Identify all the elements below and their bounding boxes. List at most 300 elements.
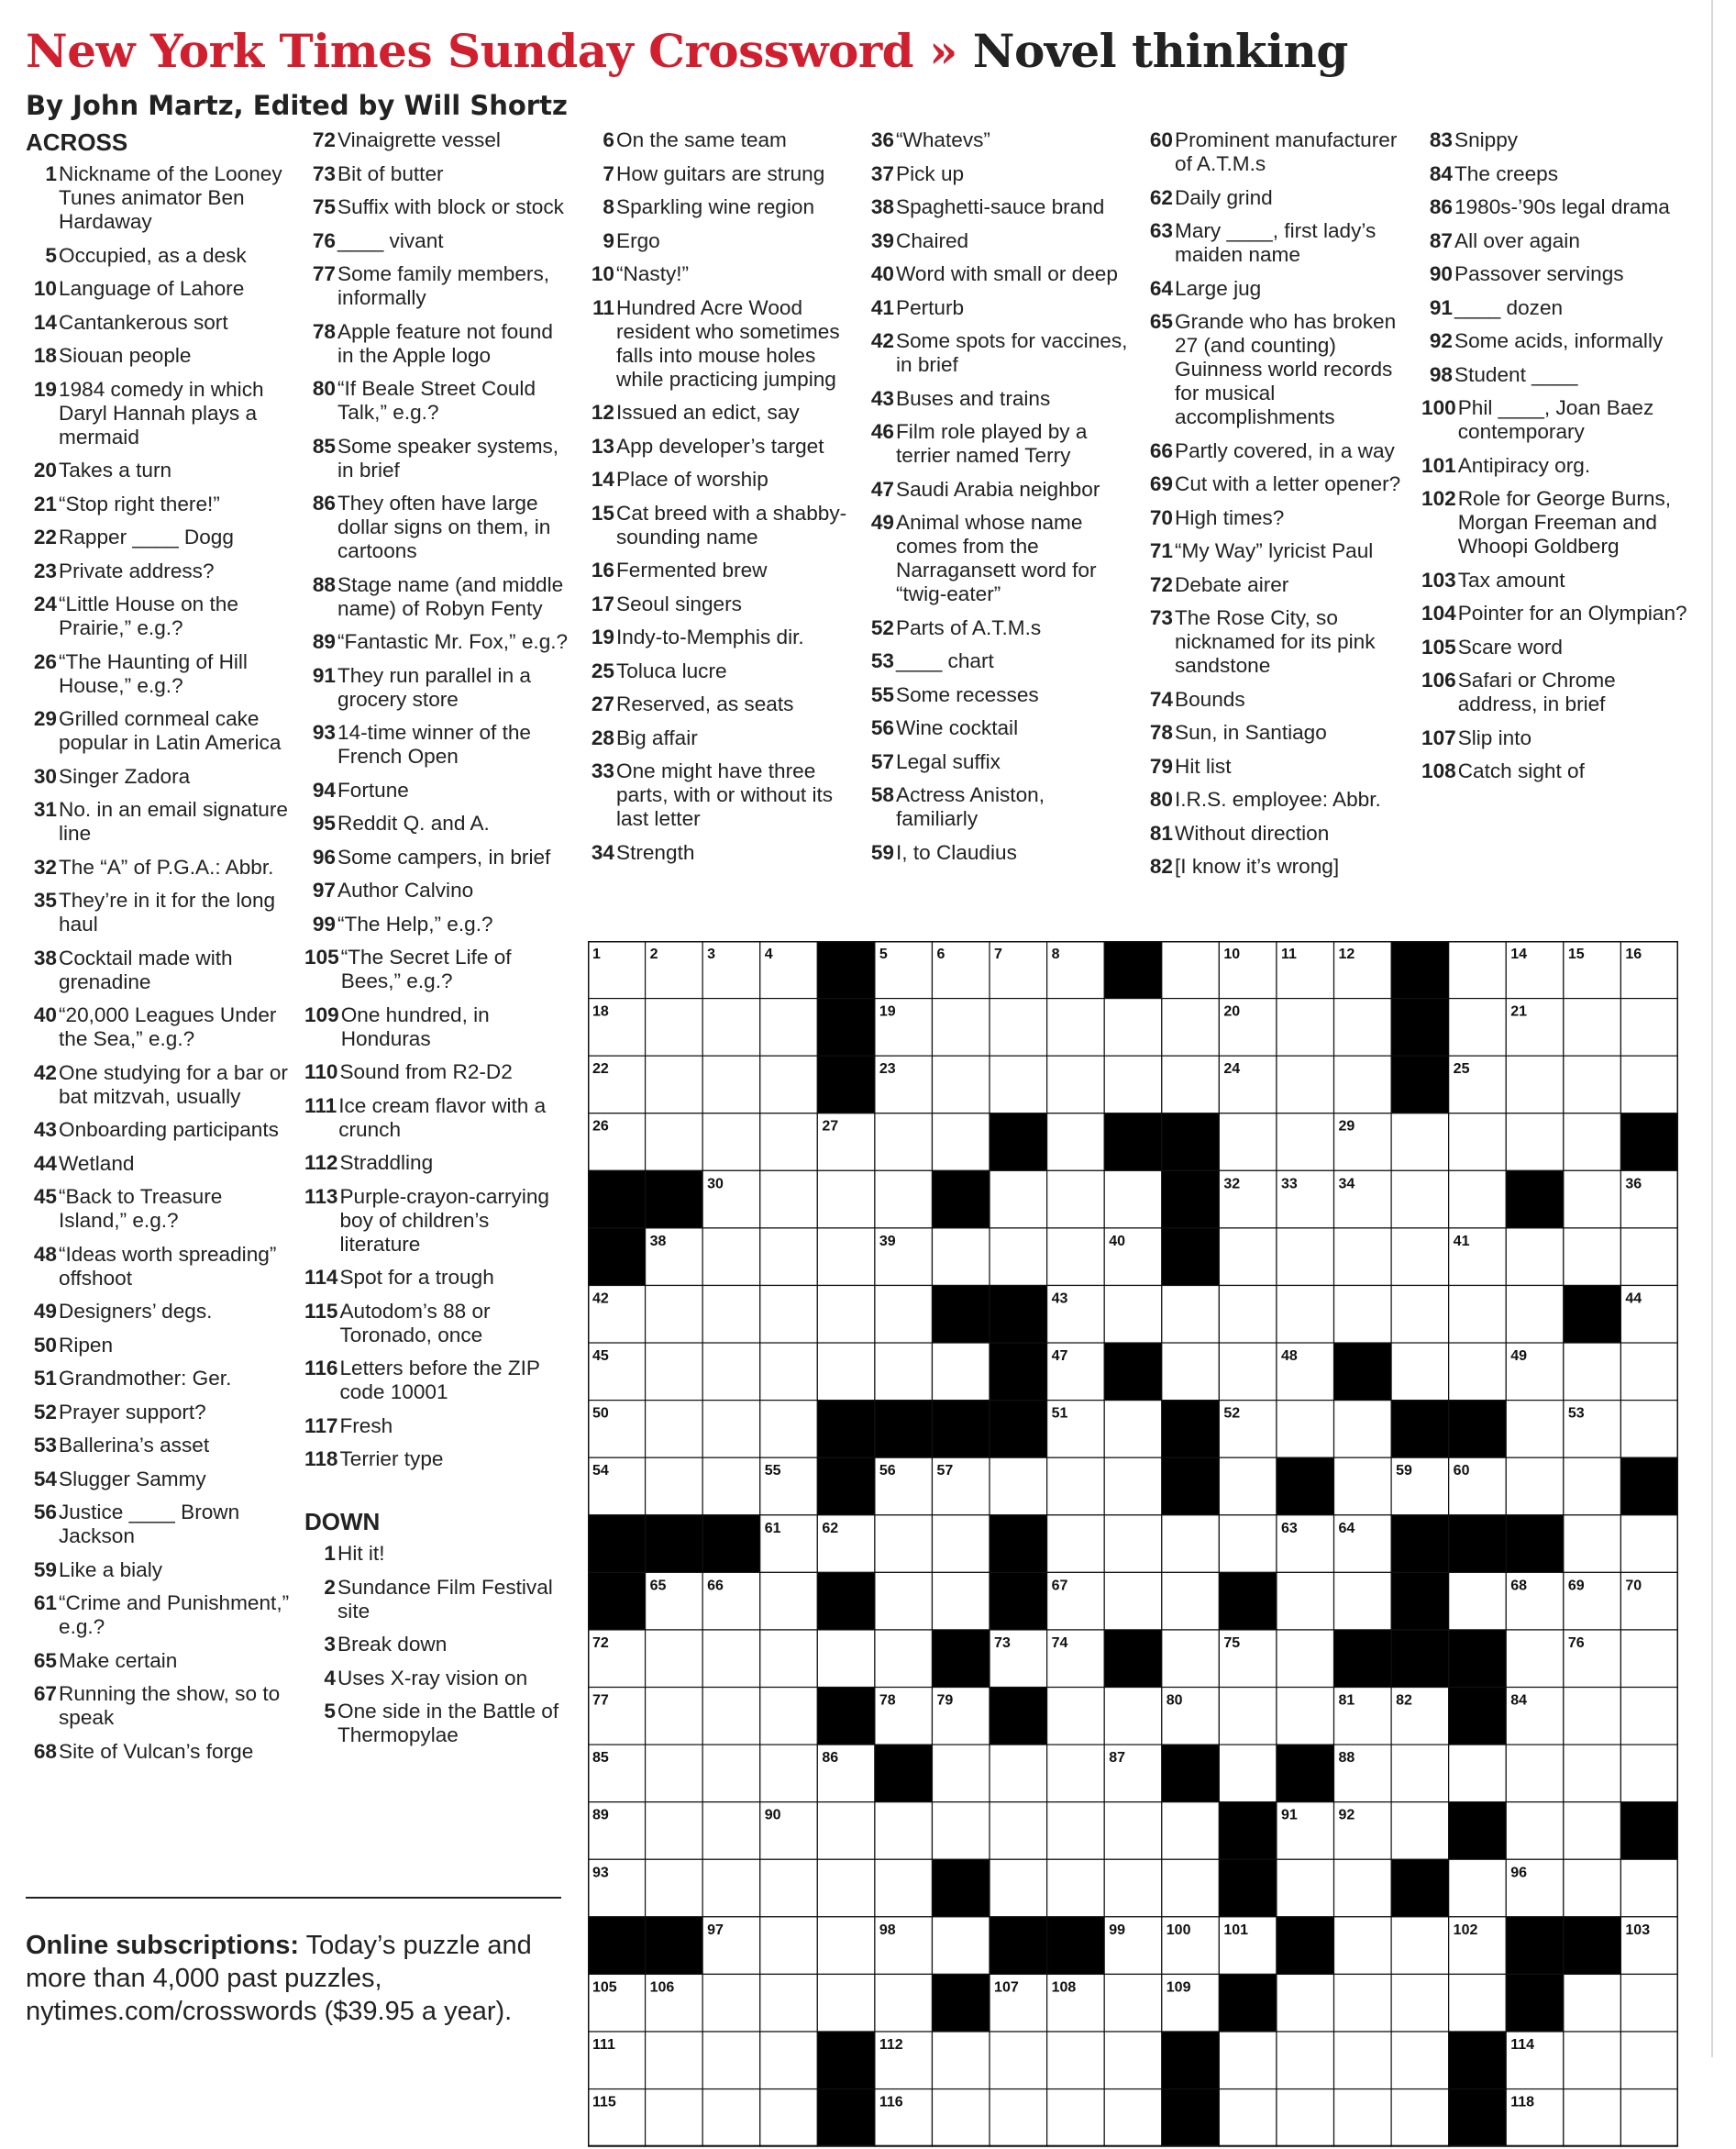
grid-cell[interactable] — [990, 1457, 1047, 1515]
grid-cell[interactable] — [1564, 1228, 1621, 1286]
grid-block — [932, 1630, 990, 1688]
grid-cell[interactable] — [646, 999, 703, 1057]
down-clue-39 — [863, 229, 1129, 253]
grid-cell-number: 38 — [649, 1233, 667, 1249]
grid-cell[interactable] — [875, 1515, 933, 1573]
grid-cell[interactable] — [1620, 2032, 1678, 2089]
grid-cell[interactable] — [1277, 1113, 1334, 1171]
grid-cell[interactable] — [646, 1457, 703, 1515]
grid-cell[interactable] — [1506, 1802, 1564, 1860]
grid-cell[interactable] — [646, 1113, 703, 1171]
grid-cell[interactable] — [1047, 1056, 1105, 1113]
grid-cell[interactable] — [875, 1170, 933, 1228]
grid-cell[interactable] — [1564, 1859, 1621, 1917]
grid-cell[interactable] — [1277, 1859, 1334, 1917]
grid-cell[interactable] — [1564, 1515, 1621, 1573]
grid-block — [1219, 1859, 1277, 1917]
grid-cell[interactable] — [817, 1285, 875, 1343]
grid-cell[interactable] — [1620, 1688, 1678, 1745]
grid-cell[interactable] — [1334, 1228, 1392, 1286]
grid-cell[interactable] — [702, 1228, 760, 1286]
grid-cell[interactable] — [1104, 1802, 1162, 1860]
clue-number: 93 — [312, 721, 336, 744]
grid-cell[interactable] — [1506, 1745, 1564, 1802]
grid-cell[interactable] — [932, 1343, 990, 1401]
grid-cell[interactable] — [1219, 1515, 1277, 1573]
grid-cell[interactable] — [1391, 1802, 1449, 1860]
grid-cell[interactable] — [1162, 1515, 1220, 1573]
grid-cell[interactable] — [817, 1859, 875, 1917]
grid-cell[interactable] — [1334, 999, 1392, 1057]
grid-cell[interactable] — [760, 1974, 818, 2032]
across-clue-61 — [26, 1591, 292, 1639]
grid-cell[interactable] — [1506, 1056, 1564, 1113]
grid-cell-number: 100 — [1166, 1922, 1191, 1938]
grid-cell[interactable] — [1047, 1745, 1105, 1802]
grid-cell[interactable] — [1564, 2032, 1621, 2089]
grid-cell[interactable] — [1219, 1343, 1277, 1401]
grid-cell[interactable] — [1219, 1745, 1277, 1802]
grid-cell[interactable] — [1047, 1170, 1105, 1228]
grid-cell-number: 23 — [879, 1061, 896, 1078]
grid-cell[interactable] — [646, 1343, 703, 1401]
grid-cell[interactable] — [1449, 1285, 1507, 1343]
grid-cell[interactable] — [760, 1859, 818, 1917]
grid-block — [1334, 1630, 1392, 1688]
grid-cell-number: 40 — [1109, 1233, 1126, 1249]
grid-cell[interactable] — [990, 1056, 1047, 1113]
clue-text: Ice cream flavor with a crunch — [338, 1093, 547, 1141]
grid-cell[interactable] — [1564, 1688, 1621, 1745]
grid-cell[interactable] — [760, 1113, 818, 1171]
grid-cell[interactable] — [817, 1630, 875, 1688]
grid-cell[interactable] — [1219, 1457, 1277, 1515]
grid-cell[interactable] — [1391, 1917, 1449, 1975]
grid-cell[interactable] — [990, 2089, 1047, 2147]
grid-cell[interactable] — [932, 1917, 990, 1975]
grid-cell[interactable] — [1564, 1745, 1621, 1802]
grid-cell[interactable] — [875, 1572, 933, 1630]
grid-cell[interactable] — [1104, 999, 1162, 1057]
grid-cell[interactable] — [1620, 999, 1678, 1057]
clue-text: How guitars are strung — [616, 161, 825, 185]
grid-cell[interactable] — [646, 2089, 703, 2147]
grid-cell[interactable] — [760, 1285, 818, 1343]
grid-cell[interactable] — [1449, 1170, 1507, 1228]
grid-cell[interactable] — [1104, 1170, 1162, 1228]
clue-number: 5 — [324, 1700, 336, 1723]
grid-cell[interactable] — [875, 1113, 933, 1171]
grid-cell[interactable] — [932, 2032, 990, 2089]
grid-cell[interactable] — [1219, 1228, 1277, 1286]
grid-cell[interactable] — [1334, 1917, 1392, 1975]
grid-cell[interactable] — [702, 1285, 760, 1343]
grid-cell[interactable] — [1047, 1457, 1105, 1515]
grid-cell[interactable] — [875, 1343, 933, 1401]
grid-block — [1104, 1630, 1162, 1688]
across-clue-43 — [26, 1118, 292, 1142]
grid-cell[interactable] — [1047, 1113, 1105, 1171]
grid-cell[interactable] — [1162, 1859, 1220, 1917]
grid-cell[interactable] — [817, 1802, 875, 1860]
grid-cell[interactable] — [702, 1113, 760, 1171]
grid-cell-number: 60 — [1453, 1463, 1470, 1479]
grid-cell[interactable] — [1047, 1228, 1105, 1286]
clue-number: 4 — [324, 1666, 336, 1689]
clue-text: One studying for a bar or bat mitzvah, usually — [59, 1060, 288, 1108]
grid-cell[interactable] — [1391, 2089, 1449, 2147]
grid-cell-number: 14 — [1510, 947, 1528, 962]
grid-cell[interactable] — [760, 1917, 818, 1975]
grid-cell[interactable] — [760, 1170, 818, 1228]
down-clue-81 — [1142, 822, 1408, 846]
clue-text: Snippy — [1454, 128, 1519, 151]
clue-number: 62 — [1149, 185, 1173, 209]
grid-cell[interactable] — [1449, 1572, 1507, 1630]
down-clue-55 — [863, 683, 1129, 707]
grid-cell[interactable] — [646, 1630, 703, 1688]
grid-cell[interactable] — [702, 1688, 760, 1745]
grid-cell[interactable] — [1104, 1859, 1162, 1917]
clue-number: 98 — [1429, 362, 1453, 386]
grid-cell-number: 3 — [707, 947, 716, 962]
grid-cell[interactable] — [1104, 1515, 1162, 1573]
grid-cell[interactable] — [875, 1285, 933, 1343]
grid-cell[interactable] — [990, 1859, 1047, 1917]
down-clue-33 — [583, 759, 849, 831]
grid-cell[interactable] — [1162, 1343, 1220, 1401]
grid-cell[interactable] — [1162, 1056, 1220, 1113]
grid-cell[interactable] — [760, 1228, 818, 1286]
clue-number: 36 — [870, 128, 894, 151]
clue-number: 26 — [33, 649, 57, 673]
down-clue-107 — [1421, 726, 1687, 750]
clue-text: “The Help,” e.g.? — [337, 912, 493, 936]
grid-cell-number: 53 — [1567, 1405, 1585, 1422]
grid-cell[interactable] — [1162, 941, 1220, 999]
clue-number: 66 — [1149, 438, 1173, 462]
across-clue-35 — [26, 889, 292, 936]
grid-cell[interactable] — [1047, 2089, 1105, 2147]
grid-cell[interactable] — [875, 1859, 933, 1917]
grid-cell[interactable] — [1334, 2089, 1392, 2147]
grid-cell[interactable] — [1620, 1515, 1678, 1573]
grid-cell[interactable] — [1620, 1343, 1678, 1401]
grid-cell[interactable] — [646, 1802, 703, 1860]
grid-cell[interactable] — [1104, 1974, 1162, 2032]
grid-cell[interactable] — [990, 999, 1047, 1057]
across-clue-56 — [26, 1501, 292, 1548]
grid-cell[interactable] — [1449, 1974, 1507, 2032]
grid-cell[interactable] — [1219, 2032, 1277, 2089]
clue-text: Slugger Sammy — [59, 1467, 206, 1490]
grid-cell[interactable] — [1334, 1056, 1392, 1113]
grid-cell[interactable] — [932, 1113, 990, 1171]
grid-cell[interactable] — [1047, 1688, 1105, 1745]
grid-cell[interactable] — [1620, 1745, 1678, 1802]
grid-cell[interactable] — [702, 1630, 760, 1688]
grid-cell[interactable] — [1449, 1745, 1507, 1802]
clue-column-4 — [863, 128, 1129, 874]
grid-block — [1219, 1974, 1277, 2032]
grid-cell[interactable] — [1506, 1630, 1564, 1688]
clue-text: Strength — [616, 840, 695, 864]
grid-cell[interactable] — [1506, 1457, 1564, 1515]
clue-number: 12 — [591, 401, 614, 424]
grid-cell[interactable] — [1391, 1228, 1449, 1286]
grid-cell[interactable] — [932, 1056, 990, 1113]
grid-cell[interactable] — [646, 2032, 703, 2089]
grid-cell[interactable] — [1334, 2032, 1392, 2089]
down-clue-49 — [863, 511, 1129, 606]
grid-cell[interactable] — [646, 1745, 703, 1802]
grid-cell[interactable] — [1334, 1401, 1392, 1458]
grid-cell-number: 48 — [1280, 1348, 1298, 1365]
grid-cell[interactable] — [646, 1401, 703, 1458]
grid-cell[interactable] — [1047, 2032, 1105, 2089]
grid-block — [817, 2089, 875, 2147]
grid-cell[interactable] — [875, 1630, 933, 1688]
grid-cell[interactable] — [1219, 2089, 1277, 2147]
clue-text: I.R.S. employee: Abbr. — [1175, 788, 1381, 811]
grid-cell[interactable] — [1047, 1802, 1105, 1860]
grid-cell[interactable] — [760, 1745, 818, 1802]
clue-text: Without direction — [1175, 821, 1330, 845]
clue-text: Daily grind — [1175, 185, 1273, 209]
grid-cell[interactable] — [1277, 999, 1334, 1057]
grid-cell[interactable] — [817, 1170, 875, 1228]
grid-cell[interactable] — [1277, 2089, 1334, 2147]
grid-cell[interactable] — [1449, 1113, 1507, 1171]
grid-cell-number: 1 — [592, 947, 601, 962]
grid-cell[interactable] — [702, 1859, 760, 1917]
clue-text: They often have large dollar signs on them, in cartoons — [337, 492, 551, 562]
grid-cell[interactable] — [646, 1056, 703, 1113]
grid-cell[interactable] — [760, 1572, 818, 1630]
grid-cell[interactable] — [646, 1285, 703, 1343]
grid-cell[interactable] — [1334, 1974, 1392, 2032]
grid-cell-number: 61 — [764, 1520, 781, 1536]
clue-number: 34 — [591, 840, 614, 864]
grid-cell[interactable] — [932, 1802, 990, 1860]
grid-cell-number: 11 — [1280, 947, 1297, 962]
grid-cell[interactable] — [1162, 1630, 1220, 1688]
grid-block — [588, 1515, 646, 1573]
grid-cell[interactable] — [1104, 2032, 1162, 2089]
across-clue-73 — [304, 162, 570, 186]
grid-cell[interactable] — [1162, 1572, 1220, 1630]
grid-cell[interactable] — [1047, 999, 1105, 1057]
grid-cell[interactable] — [1277, 1401, 1334, 1458]
clue-number: 51 — [33, 1367, 57, 1390]
grid-cell[interactable] — [1391, 1113, 1449, 1171]
grid-cell[interactable] — [932, 999, 990, 1057]
grid-block — [817, 1056, 875, 1113]
grid-cell[interactable] — [1506, 1401, 1564, 1458]
grid-cell[interactable] — [1449, 941, 1507, 999]
grid-cell[interactable] — [760, 999, 818, 1057]
grid-cell[interactable] — [1162, 1802, 1220, 1860]
clue-text: One might have three parts, with or without its last letter — [616, 759, 834, 830]
grid-cell[interactable] — [1564, 999, 1621, 1057]
grid-cell[interactable] — [817, 1917, 875, 1975]
grid-cell[interactable] — [1564, 1343, 1621, 1401]
grid-cell[interactable] — [1391, 1343, 1449, 1401]
grid-cell[interactable] — [817, 1228, 875, 1286]
grid-cell[interactable] — [932, 1228, 990, 1286]
grid-cell[interactable] — [875, 1802, 933, 1860]
grid-cell[interactable] — [702, 1745, 760, 1802]
clue-text: Phil ____, Joan Baez contemporary — [1457, 396, 1654, 443]
grid-cell[interactable] — [990, 1170, 1047, 1228]
grid-cell[interactable] — [760, 1343, 818, 1401]
grid-cell[interactable] — [1277, 1285, 1334, 1343]
grid-cell[interactable] — [760, 1401, 818, 1458]
grid-cell[interactable] — [702, 1056, 760, 1113]
grid-cell-number: 47 — [1051, 1348, 1068, 1365]
down-clue-53 — [863, 649, 1129, 673]
grid-cell[interactable] — [932, 1572, 990, 1630]
across-clue-72 — [304, 128, 570, 152]
grid-cell[interactable] — [646, 1859, 703, 1917]
grid-cell[interactable] — [1219, 1113, 1277, 1171]
grid-cell[interactable] — [1564, 1056, 1621, 1113]
grid-cell[interactable] — [1620, 1859, 1678, 1917]
clue-number: 53 — [33, 1434, 57, 1457]
grid-cell[interactable] — [817, 1343, 875, 1401]
grid-cell[interactable] — [1162, 1285, 1220, 1343]
grid-cell[interactable] — [760, 2032, 818, 2089]
grid-cell[interactable] — [990, 1745, 1047, 1802]
grid-cell[interactable] — [1620, 1056, 1678, 1113]
grid-cell[interactable] — [1334, 1285, 1392, 1343]
grid-cell[interactable] — [1334, 1859, 1392, 1917]
grid-cell[interactable] — [1104, 1572, 1162, 1630]
clue-text: “My Way” lyricist Paul — [1175, 539, 1374, 562]
grid-cell[interactable] — [1104, 1457, 1162, 1515]
grid-cell[interactable] — [1564, 1802, 1621, 1860]
grid-cell[interactable] — [1334, 1457, 1392, 1515]
grid-cell[interactable] — [1277, 1228, 1334, 1286]
grid-block — [1564, 1917, 1621, 1975]
clue-number: 52 — [33, 1400, 57, 1423]
grid-cell[interactable] — [1104, 1688, 1162, 1745]
grid-cell[interactable] — [1391, 1170, 1449, 1228]
grid-cell[interactable] — [1047, 1515, 1105, 1573]
grid-cell[interactable] — [1277, 1056, 1334, 1113]
grid-cell[interactable] — [1104, 1056, 1162, 1113]
grid-block — [588, 1170, 646, 1228]
grid-cell-number: 18 — [592, 1003, 609, 1020]
grid-cell-number: 97 — [707, 1922, 724, 1938]
grid-cell[interactable] — [1449, 1859, 1507, 1917]
grid-cell[interactable] — [1219, 1285, 1277, 1343]
grid-cell[interactable] — [1506, 1228, 1564, 1286]
grid-cell[interactable] — [875, 1974, 933, 2032]
grid-cell[interactable] — [646, 1688, 703, 1745]
grid-cell[interactable] — [1506, 1113, 1564, 1171]
grid-cell[interactable] — [760, 1056, 818, 1113]
grid-cell[interactable] — [1449, 999, 1507, 1057]
grid-cell[interactable] — [760, 1630, 818, 1688]
grid-block — [1506, 1170, 1564, 1228]
grid-block — [990, 1113, 1047, 1171]
grid-cell-number: 63 — [1280, 1520, 1298, 1536]
grid-cell[interactable] — [1277, 1688, 1334, 1745]
grid-cell[interactable] — [1620, 2089, 1678, 2147]
grid-cell[interactable] — [1620, 1974, 1678, 2032]
grid-cell[interactable] — [1277, 1572, 1334, 1630]
grid-cell-number: 106 — [649, 1979, 675, 1996]
grid-cell[interactable] — [1277, 1974, 1334, 2032]
grid-cell[interactable] — [990, 1228, 1047, 1286]
grid-cell[interactable] — [1334, 1572, 1392, 1630]
grid-cell[interactable] — [1277, 2032, 1334, 2089]
grid-cell-number: 81 — [1338, 1692, 1355, 1709]
grid-cell[interactable] — [1047, 1859, 1105, 1917]
grid-cell[interactable] — [702, 2089, 760, 2147]
grid-cell[interactable] — [702, 999, 760, 1057]
grid-cell[interactable] — [1104, 1401, 1162, 1458]
grid-cell[interactable] — [932, 1515, 990, 1573]
grid-cell[interactable] — [990, 1802, 1047, 1860]
grid-cell[interactable] — [817, 1974, 875, 2032]
clue-text: App developer’s target — [616, 434, 824, 458]
grid-cell[interactable] — [1391, 1285, 1449, 1343]
grid-cell[interactable] — [702, 1457, 760, 1515]
grid-cell[interactable] — [1564, 1457, 1621, 1515]
grid-cell[interactable] — [1449, 1343, 1507, 1401]
grid-cell[interactable] — [1620, 1630, 1678, 1688]
grid-cell[interactable] — [702, 1343, 760, 1401]
grid-cell[interactable] — [1506, 1285, 1564, 1343]
grid-cell-number: 114 — [1510, 2037, 1535, 2053]
grid-cell[interactable] — [1104, 1285, 1162, 1343]
clue-number: 19 — [591, 626, 614, 648]
down-clue-98 — [1421, 363, 1687, 387]
grid-cell[interactable] — [1620, 1228, 1678, 1286]
grid-cell[interactable] — [1391, 1974, 1449, 2032]
grid-cell[interactable] — [932, 2089, 990, 2147]
grid-cell[interactable] — [1104, 2089, 1162, 2147]
down-clue-63 — [1142, 219, 1408, 267]
grid-cell[interactable] — [990, 2032, 1047, 2089]
grid-cell-number: 99 — [1109, 1922, 1126, 1938]
grid-block — [1162, 1170, 1220, 1228]
grid-cell[interactable] — [1277, 1630, 1334, 1688]
grid-cell[interactable] — [702, 1401, 760, 1458]
grid-cell[interactable] — [760, 1688, 818, 1745]
grid-cell[interactable] — [1620, 1401, 1678, 1458]
grid-cell[interactable] — [702, 2032, 760, 2089]
grid-cell[interactable] — [1391, 1745, 1449, 1802]
grid-cell[interactable] — [932, 1745, 990, 1802]
grid-cell[interactable] — [702, 1974, 760, 2032]
grid-cell[interactable] — [1564, 1113, 1621, 1171]
grid-cell[interactable] — [1162, 999, 1220, 1057]
grid-cell[interactable] — [1564, 1170, 1621, 1228]
grid-cell[interactable] — [1219, 1688, 1277, 1745]
grid-cell[interactable] — [702, 1802, 760, 1860]
grid-cell-number: 41 — [1453, 1233, 1470, 1249]
grid-cell[interactable] — [1564, 1974, 1621, 2032]
clue-number: 77 — [312, 262, 336, 285]
grid-cell[interactable] — [760, 2089, 818, 2147]
clue-text: Uses X-ray vision on — [337, 1666, 528, 1689]
grid-block — [1104, 941, 1162, 999]
grid-cell[interactable] — [1564, 2089, 1621, 2147]
grid-cell[interactable] — [1391, 2032, 1449, 2089]
